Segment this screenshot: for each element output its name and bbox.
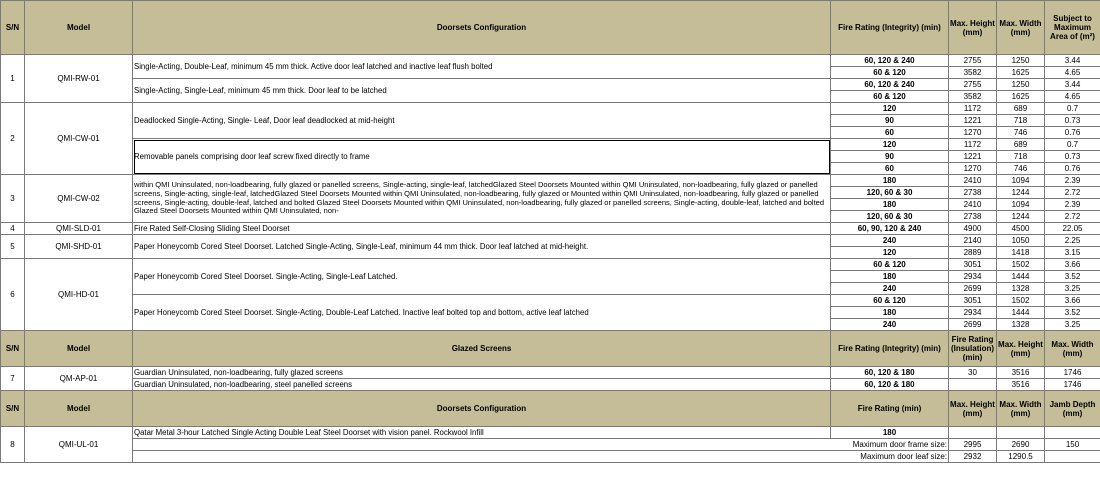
max-height-cell: 2410	[949, 199, 997, 211]
max-area-cell: 0.76	[1045, 163, 1100, 175]
max-width-cell: 1244	[997, 211, 1045, 223]
config-cell: Paper Honeycomb Cored Steel Doorset. Latched Single-Acting, Single-Leaf, minimum 44 mm thick. Door leaf latched at mid-height.	[133, 235, 831, 259]
max-width-cell: 1625	[997, 91, 1045, 103]
max-area-cell: 0.7	[1045, 103, 1100, 115]
header-config: Doorsets Configuration	[133, 1, 831, 55]
config-cell: Guardian Uninsulated, non-loadbearing, fully glazed screens	[133, 367, 831, 379]
max-area-cell: 3.15	[1045, 247, 1100, 259]
header-row-doorsets	[1, 1, 1100, 55]
fire-rating-cell: 240	[831, 319, 949, 331]
max-height-cell: 1221	[949, 115, 997, 127]
max-height-cell: 2738	[949, 211, 997, 223]
table-row	[1, 259, 1100, 271]
fire-rating-cell: 120	[831, 139, 949, 151]
header-sn: S/N	[1, 391, 25, 427]
max-width-cell: 1746	[1045, 379, 1100, 391]
max-height-cell: 3051	[949, 295, 997, 307]
fire-rating-cell: 60 & 120	[831, 67, 949, 79]
max-area-cell: 4.65	[1045, 91, 1100, 103]
max-width-cell: 1502	[997, 295, 1045, 307]
max-height-cell: 2755	[949, 79, 997, 91]
frame-size-label: Maximum door frame size:	[133, 439, 949, 451]
config-cell: Paper Honeycomb Cored Steel Doorset. Single-Acting, Single-Leaf Latched.	[133, 259, 831, 295]
model-cell: QMI-CW-01	[25, 103, 133, 175]
config-cell: Qatar Metal 3-hour Latched Single Acting Double Leaf Steel Doorset with vision panel. Rockwool Infill	[133, 427, 831, 439]
max-area-cell: 3.44	[1045, 79, 1100, 91]
fire-rating-cell: 120, 60 & 30	[831, 211, 949, 223]
fire-rating-cell: 60, 120 & 240	[831, 79, 949, 91]
sn-cell: 4	[1, 223, 25, 235]
fire-rating-cell: 180	[831, 199, 949, 211]
max-area-cell: 0.7	[1045, 139, 1100, 151]
fire-rating-cell: 180	[831, 307, 949, 319]
table-row	[1, 175, 1100, 187]
sn-cell: 7	[1, 367, 25, 391]
model-cell: QMI-CW-02	[25, 175, 133, 223]
max-width-cell: 1250	[997, 55, 1045, 67]
empty-cell	[1045, 451, 1100, 463]
leaf-size-label: Maximum door leaf size:	[133, 451, 949, 463]
max-area-cell: 22.05	[1045, 223, 1100, 235]
table-row	[1, 379, 1100, 391]
max-height-cell: 2889	[949, 247, 997, 259]
max-width-cell: 746	[997, 127, 1045, 139]
header-model: Model	[25, 1, 133, 55]
header-max-height: Max. Height (mm)	[949, 1, 997, 55]
max-height-cell: 2934	[949, 271, 997, 283]
max-width-cell: 4500	[997, 223, 1045, 235]
table-row	[1, 295, 1100, 307]
config-cell-selected[interactable]: Removable panels comprising door leaf screw fixed directly to frame	[133, 139, 831, 175]
max-width-cell: 1328	[997, 319, 1045, 331]
max-width-cell: 1502	[997, 259, 1045, 271]
max-height-cell: 1221	[949, 151, 997, 163]
max-width-cell: 746	[997, 163, 1045, 175]
max-area-cell: 3.25	[1045, 319, 1100, 331]
max-area-cell: 0.73	[1045, 151, 1100, 163]
fire-rating-cell: 60 & 120	[831, 91, 949, 103]
header-max-width: Max. Width (mm)	[997, 391, 1045, 427]
max-height-cell: 1270	[949, 163, 997, 175]
max-height-cell: 2699	[949, 319, 997, 331]
header-sn: S/N	[1, 1, 25, 55]
max-area-cell: 2.39	[1045, 199, 1100, 211]
header-max-width: Max. Width (mm)	[997, 1, 1045, 55]
table-row	[1, 235, 1100, 247]
max-width-cell: 2690	[997, 439, 1045, 451]
header-config: Glazed Screens	[133, 331, 831, 367]
max-width-cell: 1050	[997, 235, 1045, 247]
max-height-cell: 3516	[997, 379, 1045, 391]
fire-rating-cell: 180	[831, 427, 949, 439]
fire-rating-cell: 180	[831, 175, 949, 187]
table-row	[1, 451, 1100, 463]
max-width-cell: 1244	[997, 187, 1045, 199]
header-max-height: Max. Height (mm)	[997, 331, 1045, 367]
jamb-depth-cell: 150	[1045, 439, 1100, 451]
max-width-cell: 1094	[997, 175, 1045, 187]
header-config: Doorsets Configuration	[133, 391, 831, 427]
max-height-cell: 1172	[949, 103, 997, 115]
max-width-cell: 1290.5	[997, 451, 1045, 463]
header-fire-rating: Fire Rating (Integrity) (min)	[831, 1, 949, 55]
max-width-cell: 689	[997, 139, 1045, 151]
max-width-cell: 718	[997, 115, 1045, 127]
header-max-width: Max. Width (mm)	[1045, 331, 1100, 367]
model-cell: QMI-UL-01	[25, 427, 133, 463]
sn-cell: 5	[1, 235, 25, 259]
max-area-cell: 3.52	[1045, 271, 1100, 283]
header-fire-rating: Fire Rating (Integrity) (min)	[831, 331, 949, 367]
max-area-cell: 3.25	[1045, 283, 1100, 295]
max-height-cell: 2932	[949, 451, 997, 463]
model-cell: QMI-HD-01	[25, 259, 133, 331]
header-model: Model	[25, 391, 133, 427]
max-height-cell: 1270	[949, 127, 997, 139]
fire-rating-cell: 60, 120 & 180	[831, 367, 949, 379]
header-fire-rating: Fire Rating (min)	[831, 391, 949, 427]
fire-rating-cell: 60, 120 & 240	[831, 55, 949, 67]
max-width-cell: 1418	[997, 247, 1045, 259]
max-height-cell: 3582	[949, 91, 997, 103]
insulation-cell	[949, 379, 997, 391]
config-cell: Fire Rated Self-Closing Sliding Steel Doorset	[133, 223, 831, 235]
config-cell: Paper Honeycomb Cored Steel Doorset. Single-Acting, Double-Leaf Latched. Inactive leaf bolted top and bottom, active leaf latched	[133, 295, 831, 331]
model-cell: QMI-SLD-01	[25, 223, 133, 235]
max-area-cell: 2.39	[1045, 175, 1100, 187]
fire-rating-cell: 90	[831, 151, 949, 163]
max-area-cell: 2.72	[1045, 187, 1100, 199]
max-height-cell: 1172	[949, 139, 997, 151]
max-height-cell: 2140	[949, 235, 997, 247]
sn-cell: 1	[1, 55, 25, 103]
max-area-cell: 2.25	[1045, 235, 1100, 247]
fire-rating-cell: 120, 60 & 30	[831, 187, 949, 199]
max-height-cell: 2410	[949, 175, 997, 187]
max-area-cell: 0.76	[1045, 127, 1100, 139]
config-cell: Guardian Uninsulated, non-loadbearing, steel panelled screens	[133, 379, 831, 391]
max-height-cell: 4900	[949, 223, 997, 235]
sn-cell: 3	[1, 175, 25, 223]
sn-cell: 8	[1, 427, 25, 463]
fire-rating-cell: 240	[831, 235, 949, 247]
fire-rating-cell: 60, 120 & 180	[831, 379, 949, 391]
table-row	[1, 55, 1100, 67]
max-height-cell: 2738	[949, 187, 997, 199]
fire-rating-cell: 180	[831, 271, 949, 283]
max-width-cell: 718	[997, 151, 1045, 163]
insulation-cell: 30	[949, 367, 997, 379]
header-jamb-depth: Jamb Depth (mm)	[1045, 391, 1100, 427]
header-max-height: Max. Height (mm)	[949, 391, 997, 427]
max-area-cell: 3.52	[1045, 307, 1100, 319]
header-row-doorsets-2	[1, 391, 1100, 427]
table-row	[1, 223, 1100, 235]
fire-rating-cell: 60 & 120	[831, 259, 949, 271]
table-row	[1, 439, 1100, 451]
header-sn: S/N	[1, 331, 25, 367]
fire-rating-cell: 60, 90, 120 & 240	[831, 223, 949, 235]
max-width-cell: 1746	[1045, 367, 1100, 379]
config-cell: within QMI Uninsulated, non-loadbearing, fully glazed or panelled screens, Single-acting, single-leaf, latchedGlazed Steel Doorsets Mounted within QMI Uninsulated, non-loadbearing, fully glazed or panelled screens, Single-acting, single-leaf, latchedGlazed Steel Doorsets Mounted within QMI Uninsulated, non-loadbearing, fully glazed or Mounted within QMI Uninsulated, non-loadbearing, fully glazed or panelled screens, Single-acting, double-leaf, latched and bolted Glazed Steel Doorsets Mounted within QMI Uninsulated, non-loadbearing, fully glazed or panelled screens, Single-acting, double-leaf, latched and bolted Glazed Steel Doorsets Mounted within QMI Uninsulated, non-	[133, 175, 831, 223]
table-row	[1, 367, 1100, 379]
fire-rating-cell: 90	[831, 115, 949, 127]
max-width-cell: 1328	[997, 283, 1045, 295]
empty-cell	[949, 427, 997, 439]
model-cell: QMI-SHD-01	[25, 235, 133, 259]
max-area-cell: 3.44	[1045, 55, 1100, 67]
max-height-cell: 2995	[949, 439, 997, 451]
max-width-cell: 1444	[997, 271, 1045, 283]
max-area-cell: 4.65	[1045, 67, 1100, 79]
fire-rating-cell: 60 & 120	[831, 295, 949, 307]
fire-rating-cell: 120	[831, 103, 949, 115]
table-row	[1, 103, 1100, 115]
header-model: Model	[25, 331, 133, 367]
model-cell: QMI-RW-01	[25, 55, 133, 103]
table-row	[1, 79, 1100, 91]
max-width-cell: 1094	[997, 199, 1045, 211]
max-height-cell: 3051	[949, 259, 997, 271]
max-width-cell: 689	[997, 103, 1045, 115]
max-area-cell: 3.66	[1045, 295, 1100, 307]
max-area-cell: 0.73	[1045, 115, 1100, 127]
empty-cell	[997, 427, 1045, 439]
fire-rating-cell: 60	[831, 127, 949, 139]
max-height-cell: 3516	[997, 367, 1045, 379]
table-row	[1, 139, 1100, 151]
max-area-cell: 3.66	[1045, 259, 1100, 271]
fire-rating-cell: 60	[831, 163, 949, 175]
config-cell: Single-Acting, Double-Leaf, minimum 45 mm thick. Active door leaf latched and inactive leaf flush bolted	[133, 55, 831, 79]
model-cell: QM-AP-01	[25, 367, 133, 391]
header-fire-insulation: Fire Rating (Insulation) (min)	[949, 331, 997, 367]
max-height-cell: 3582	[949, 67, 997, 79]
max-width-cell: 1625	[997, 67, 1045, 79]
fire-rating-cell: 240	[831, 283, 949, 295]
max-area-cell: 2.72	[1045, 211, 1100, 223]
max-height-cell: 2755	[949, 55, 997, 67]
fire-rating-cell: 120	[831, 247, 949, 259]
sn-cell: 2	[1, 103, 25, 175]
config-cell: Deadlocked Single-Acting, Single- Leaf, Door leaf deadlocked at mid-height	[133, 103, 831, 139]
config-cell: Single-Acting, Single-Leaf, minimum 45 mm thick. Door leaf to be latched	[133, 79, 831, 103]
max-width-cell: 1444	[997, 307, 1045, 319]
header-row-glazed-screens	[1, 331, 1100, 367]
header-max-area: Subject to Maximum Area of (m²)	[1045, 1, 1100, 55]
max-height-cell: 2699	[949, 283, 997, 295]
table-row	[1, 427, 1100, 439]
sn-cell: 6	[1, 259, 25, 331]
max-height-cell: 2934	[949, 307, 997, 319]
empty-cell	[1045, 427, 1100, 439]
max-width-cell: 1250	[997, 79, 1045, 91]
